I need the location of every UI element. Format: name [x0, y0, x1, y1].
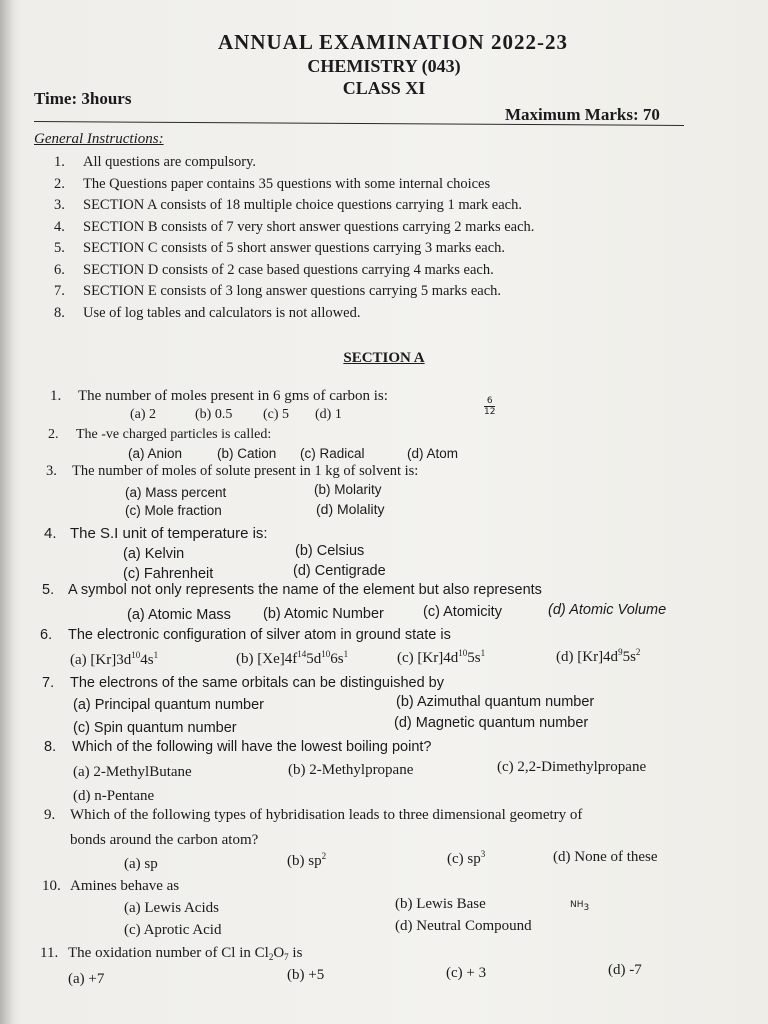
q3-option-a: (a) Mass percent — [125, 485, 227, 500]
question-3: 3. The number of moles of solute present in 1 kg of solvent is: — [46, 463, 419, 479]
q7-option-b: (b) Azimuthal quantum number — [396, 694, 595, 710]
q9-option-d: (d) None of these — [553, 849, 658, 865]
question-5: 5. A symbol not only represents the name of the element but also represents — [42, 582, 542, 598]
question-7: 7. The electrons of the same orbitals can be distinguished by — [42, 675, 444, 691]
instruction-item: 6. SECTION D consists of 2 case based questions carrying 4 marks each. — [54, 261, 494, 278]
q8-option-c: (c) 2,2-Dimethylpropane — [497, 759, 647, 775]
q3-option-c: (c) Mole fraction — [125, 503, 222, 518]
q10-option-c: (c) Aprotic Acid — [124, 922, 222, 938]
q11-option-b: (b) +5 — [287, 967, 325, 983]
instruction-item: 5. SECTION C consists of 5 short answer questions carrying 3 marks each. — [54, 240, 506, 256]
q11-option-c: (c) + 3 — [446, 965, 487, 981]
q4-option-b: (b) Celsius — [295, 543, 365, 559]
q7-option-a: (a) Principal quantum number — [73, 697, 265, 713]
instruction-item: 7. SECTION E consists of 3 long answer questions carrying 5 marks each. — [54, 283, 502, 299]
instruction-item: 3. SECTION A consists of 18 multiple choice questions carrying 1 mark each. — [54, 197, 522, 213]
q5-option-a: (a) Atomic Mass — [127, 607, 231, 623]
section-a-heading: SECTION A — [343, 350, 425, 366]
q8-option-b: (b) 2-Methylpropane — [288, 762, 414, 778]
q9-option-b: (b) $sp^2$ — [287, 851, 327, 869]
q6-option-c: (c) $[Kr]4d^{10}5s^1$ — [397, 648, 486, 666]
q1-option-c: (c) 5 — [263, 407, 290, 422]
q10-option-b: (b) Lewis Base — [395, 896, 486, 912]
q4-option-a: (a) Kelvin — [123, 546, 185, 562]
q5-option-d: (d) Atomic Volume — [548, 602, 667, 618]
instruction-item: 2. The Questions paper contains 35 questions with some internal choices — [54, 175, 491, 192]
q6-option-a: (a) $[Kr]3d^{10}4s^1$ — [70, 650, 159, 668]
q8-option-d: (d) n-Pentane — [73, 788, 155, 804]
class-title: CLASS XI — [342, 78, 426, 98]
question-1: 1. The number of moles present in 6 gms of carbon is: — [50, 388, 388, 404]
subject-title: CHEMISTRY (043) — [307, 56, 461, 76]
max-marks-label: Maximum Marks: 70 — [505, 105, 660, 124]
q1-option-b: (b) 0.5 — [195, 407, 233, 422]
q2-option-b: (b) Cation — [217, 446, 277, 461]
q6-option-b: (b) $[Xe]4f^{14}5d^{10}6s^1$ — [236, 649, 349, 667]
instructions-heading: General Instructions: — [34, 131, 164, 147]
q4-option-c: (c) Fahrenheit — [123, 566, 214, 582]
question-11: 11. The oxidation number of Cl in $Cl_2O_7$ is — [40, 945, 303, 962]
q8-option-a: (a) 2-MethylButane — [73, 764, 192, 780]
exam-title: ANNUAL EXAMINATION 2022-23 — [218, 30, 568, 54]
q5-option-c: (c) Atomicity — [423, 604, 502, 620]
q2-option-a: (a) Anion — [128, 446, 183, 461]
question-9: 9. Which of the following types of hybridisation leads to three dimensional geometry of — [44, 807, 583, 823]
q10-option-d: (d) Neutral Compound — [395, 918, 532, 934]
question-2: 2. The -ve charged particles is called: — [48, 427, 272, 442]
q11-option-a: (a) +7 — [68, 971, 105, 987]
handwritten-fraction: 6 12 — [484, 396, 496, 417]
q2-option-c: (c) Radical — [300, 446, 365, 461]
q6-option-d: (d) $[Kr]4d^95s^2$ — [556, 647, 641, 665]
question-8: 8. Which of the following will have the lowest boiling point? — [44, 739, 432, 755]
q3-option-b: (b) Molarity — [314, 482, 382, 497]
question-10: 10. Amines behave as — [42, 878, 180, 894]
instruction-item: 4. SECTION B consists of 7 very short answer questions carrying 2 marks each. — [54, 218, 535, 235]
q5-option-b: (b) Atomic Number — [263, 606, 384, 622]
instruction-item: 1. All questions are compulsory. — [54, 154, 257, 170]
q4-option-d: (d) Centigrade — [293, 563, 386, 579]
q3-option-d: (d) Molality — [316, 501, 385, 517]
q9-option-a: (a) sp — [124, 856, 158, 872]
q10-option-a: (a) Lewis Acids — [124, 900, 219, 916]
handwritten-nh3: $NH_3$ — [570, 900, 590, 913]
question-4: 4. The S.I unit of temperature is: — [44, 525, 268, 542]
question-6: 6. The electronic configuration of silver atom in ground state is — [40, 627, 451, 643]
q11-option-d: (d) -7 — [608, 962, 642, 978]
time-label: Time: 3hours — [34, 89, 132, 108]
q7-option-d: (d) Magnetic quantum number — [394, 715, 589, 731]
q2-option-d: (d) Atom — [407, 446, 459, 461]
q7-option-c: (c) Spin quantum number — [73, 720, 237, 736]
q9-option-c: (c) $sp^3$ — [447, 849, 486, 867]
page-edge-shadow — [0, 0, 14, 1024]
instructions-list — [54, 152, 534, 324]
q1-option-a: (a) 2 — [130, 407, 157, 422]
instruction-item: 8. Use of log tables and calculators is not allowed. — [54, 304, 361, 321]
q1-option-d: (d) 1 — [315, 407, 342, 422]
question-9-continued: bonds around the carbon atom? — [70, 832, 259, 848]
